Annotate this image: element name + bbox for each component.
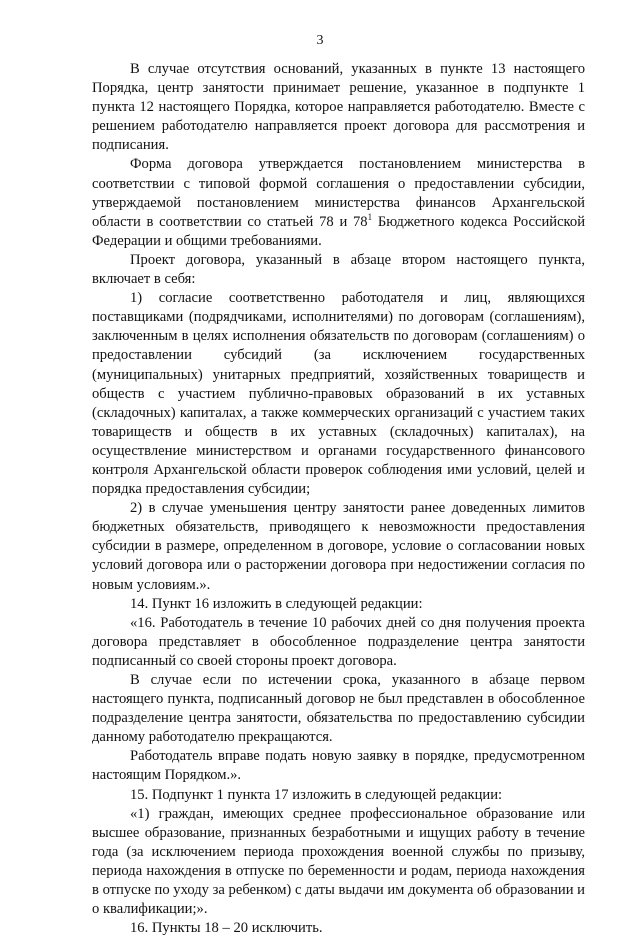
paragraph: 2) в случае уменьшения центру занятости ранее доведенных лимитов бюджетных обязательств, приводящего к невозможности предоставления субсидии в размере, определенном в договоре, условие о согласовании новых условий договора или о расторжении договора при недостижении согласия по новым условиям.». [92, 500, 585, 593]
page-number: 3 [316, 33, 324, 48]
paragraph: Работодатель вправе подать новую заявку в порядке, предусмотренном настоящим Порядком.». [92, 748, 585, 784]
superscript: 1 [367, 211, 373, 222]
paragraph: В случае отсутствия оснований, указанных в пункте 13 настоящего Порядка, центр занятости принимает решение, указанное в подпункте 1 пункта 12 настоящего Порядка, которое направляется работодателю. Вместе с решением работодателю направляется проект договора для рассмотрения и подписания. [92, 61, 585, 154]
paragraph-text: Форма договора утверждается постановлением министерства в соответствии с типовой формой соглашения о предоставлении субсидии, утверждаемой постановлением министерства финансов Архангельской области в соответствии со статьей 78 и 78 [92, 156, 585, 230]
paragraph: 15. Подпункт 1 пункта 17 изложить в следующей редакции: [130, 786, 503, 803]
paragraph-text: Бюджетного кодекса Российской Федерации и общими требованиями. [92, 213, 586, 249]
document-body [92, 60, 585, 938]
paragraph [92, 155, 585, 250]
paragraph: «1) граждан, имеющих среднее профессиональное образование или высшее образование, признанных безработными и ищущих работу в течение года (за исключением периода прохождения военной службы по призыву, периода нахождения в отпуске по беременности и родам, периода нахождения в отпуске по уходу за ребенком) с даты выдачи им документа об образовании и о квалификации;». [92, 805, 585, 918]
paragraph: 1) согласие соответственно работодателя и лиц, являющихся поставщиками (подрядчиками, исполнителями) по договорам (соглашениям), заключенным в целях исполнения обязательств по договорам (соглашениям) о предоставлении субсидий (за исключением государственных (муниципальных) унитарных предприятий, хозяйственных товариществ и обществ с участием публично-правовых образований в их уставных (складочных) капиталах, а также коммерческих организаций с участием таких товариществ и обществ в их уставных (складочных) капиталах), на осуществление министерством и органами государственного финансового контроля Архангельской области проверок соблюдения ими условий, целей и порядка предоставления субсидии; [92, 290, 585, 498]
paragraph: 16. Пункты 18 – 20 исключить. [130, 920, 323, 937]
paragraph: В случае если по истечении срока, указанного в абзаце первом настоящего пункта, подписанный договор не был представлен в обособленное подразделение центра занятости, обязательства по предоставлению субсидии данному работодателю прекращаются. [92, 672, 585, 746]
paragraph: Проект договора, указанный в абзаце втором настоящего пункта, включает в себя: [92, 251, 585, 288]
paragraph: 14. Пункт 16 изложить в следующей редакции: [130, 595, 423, 612]
paragraph: «16. Работодатель в течение 10 рабочих дней со дня получения проекта договора представляет в обособленное подразделение центра занятости подписанный со своей стороны проект договора. [92, 614, 585, 669]
